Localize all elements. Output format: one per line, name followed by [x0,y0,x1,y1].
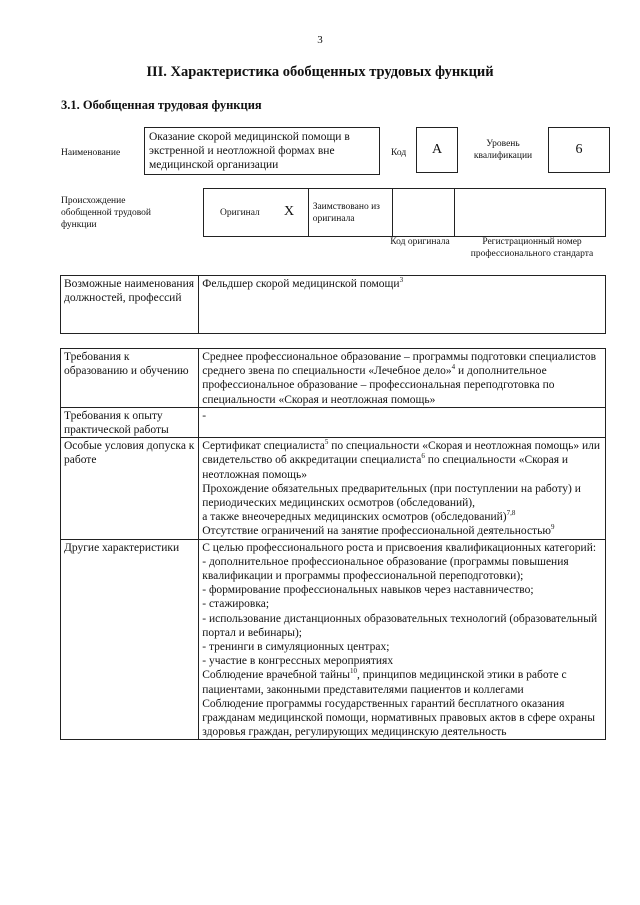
qualification-level-label: Уровень квалификации [473,139,533,161]
positions-table [60,275,606,334]
list-item: - стажировка; [202,598,270,611]
other-value: С целью профессионального роста и присвоения квалификационных категорий: - дополнительное профессиональное образование (программы повышения квалификации и программы профессиональной переподготовки); - формирование профессиональных навыков через наставничество; - стажировка; - использование дистанционных образовательных технологий (образовательный портал и вебинары); - тренинги в симуляционных центрах; - участие в конгрессных мероприятиях Соблюдение врачебной тайны$^{10}$, принципов медицинской этики в работе с пациентами, законными представителями пациентов и коллегами Соблюдение программы государственных гарантий бесплатного оказания гражданам медицинской помощи, нормативных правовых актов в сфере охраны здоровья граждан, регулирующих медицинскую деятельность [199,539,606,740]
education-value: Среднее профессиональное образование – программы подготовки специалистов среднего звена по специальности «Лечебное дело»$^4$ и дополнительное профессиональное образование – профессиональная переподготовка по специальности «Скорая и неотложная помощь» [199,349,606,408]
code-value: A [416,127,458,173]
admission-value: Сертификат специалиста$^5$ по специальности «Скорая и неотложная помощь» или свидетельство об аккредитации специалиста$^6$ по специальности «Скорая и неотложная помощь» Прохождение обязательных предварительных (при поступлении на работу) и периодических медицинских осмотров (обследований), а также внеочередных медицинских осмотров (обследований)$^{7,8}$ Отсутствие ограничений на занятие профессиональной деятельностью$^9$ [199,438,606,539]
other-label: Другие характеристики [61,539,199,740]
page-number: 3 [317,34,323,46]
original-cell [204,189,309,237]
list-item: - формирование профессиональных навыков через наставничество; [202,584,534,597]
footnote-4: 4 [451,363,456,372]
footnote-10: 10 [350,667,358,676]
experience-value: - [199,407,606,437]
origin-label: Происхождение обобщенной трудовой функции [61,196,151,230]
footnote-5: 5 [324,438,329,447]
positions-label: Возможные наименования должностей, профессий [61,276,199,334]
experience-label: Требования к опыту практической работы [61,407,199,437]
experience-row [61,407,606,437]
code-label: Код [391,148,407,158]
borrowed-cell [308,189,392,237]
list-item: - тренинги в симуляционных центрах; [202,641,390,654]
function-name-value: Оказание скорой медицинской помощи в экстренной и неотложной формах вне медицинской организации [144,127,380,175]
code-original-caption: Код оригинала [390,237,450,247]
admission-label: Особые условия допуска к работе [61,438,199,539]
footnote-7-8: 7,8 [506,509,516,518]
footnote-9: 9 [550,523,555,532]
original-label: Оригинал [220,208,260,218]
education-row [61,349,606,408]
admission-row [61,438,606,539]
registration-number-caption: Регистрационный номер профессионального стандарта [470,237,594,259]
registration-number-cell [455,189,606,237]
section-heading: III. Характеристика обобщенных трудовых функций [146,64,494,80]
borrowed-label: Заимствовано из оригинала [312,201,380,224]
other-row [61,539,606,740]
positions-value: Фельдшер скорой медицинской помощи$^3$ [199,276,606,334]
requirements-table [60,348,606,740]
name-label: Наименование [61,148,121,158]
list-item: - участие в конгрессных мероприятиях [202,655,394,668]
code-original-cell [392,189,455,237]
qualification-level-value: 6 [548,127,610,173]
footnote-6: 6 [421,452,425,461]
education-label: Требования к образованию и обучению [61,349,199,408]
footnote-3: 3 [399,276,404,285]
list-item: - использование дистанционных образовательных технологий (образовательный портал и вебинары); [202,612,598,639]
original-mark: X [284,204,295,219]
list-item: - дополнительное профессиональное образование (программы повышения квалификации и программы профессиональной переподготовки); [202,555,569,583]
subsection-heading: 3.1. Обобщенная трудовая функция [61,98,262,112]
origin-table [203,188,606,237]
